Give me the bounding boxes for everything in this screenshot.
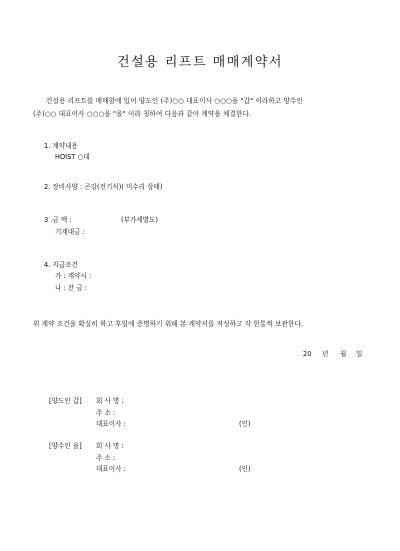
buyer-seal-mark: (인) — [239, 465, 251, 473]
seller-seal-mark: (인) — [239, 420, 251, 428]
buyer-address-field: 주 소 : — [96, 454, 116, 462]
date-year-label: 년 — [322, 350, 329, 358]
section-3-vat-note: (부가세별도) — [121, 216, 158, 224]
seller-address-field: 주 소 : — [96, 409, 116, 417]
section-3-item: 기계대금 : — [55, 228, 85, 236]
section-1-item: HOIST ○대 — [55, 153, 90, 161]
seller-ceo-field: 대표이사 : — [96, 420, 126, 428]
date-year-prefix: 20 — [303, 350, 312, 358]
seller-company-field: 회 사 명 : — [96, 397, 124, 405]
section-1-heading: 1. 계약내용 — [44, 142, 78, 150]
buyer-company-field: 회 사 명 : — [96, 442, 124, 450]
section-3-heading: 3 .금 액 : — [44, 216, 72, 224]
date-month-label: 월 — [340, 350, 347, 358]
intro-line-1: 건설용 리프트를 매매함에 있어 양도인 (주)○○ 대표이사 ○○○을 "갑" 이라하고 양수인 — [46, 97, 303, 105]
buyer-ceo-field: 대표이사 : — [96, 465, 126, 473]
page-title: 건설용 리프트 매매계약서 — [117, 55, 283, 70]
intro-line-2: (주)○○ 대표이사 ○○○을 "을" 이라 칭하여 다음과 같이 계약을 체결한다. — [33, 110, 252, 118]
seller-label: [양도인 갑] — [49, 397, 82, 405]
section-4-item-2: 나 : 잔 금 : — [55, 284, 87, 292]
section-4-item-1: 가 : 계약시 : — [55, 272, 92, 280]
closing-statement: 위 계약 조건을 확실히 하고 후일에 증명하기 위해 본 계약서를 작성하고 각 한통씩 보관한다. — [33, 320, 304, 328]
date-day-label: 일 — [356, 350, 363, 358]
section-4-heading: 4. 지급조건 — [44, 261, 78, 269]
buyer-label: [양수인 을] — [49, 442, 82, 450]
section-2-heading: 2. 장비사양 : 곤강(전기식)( 미수리 상태) — [44, 183, 163, 191]
